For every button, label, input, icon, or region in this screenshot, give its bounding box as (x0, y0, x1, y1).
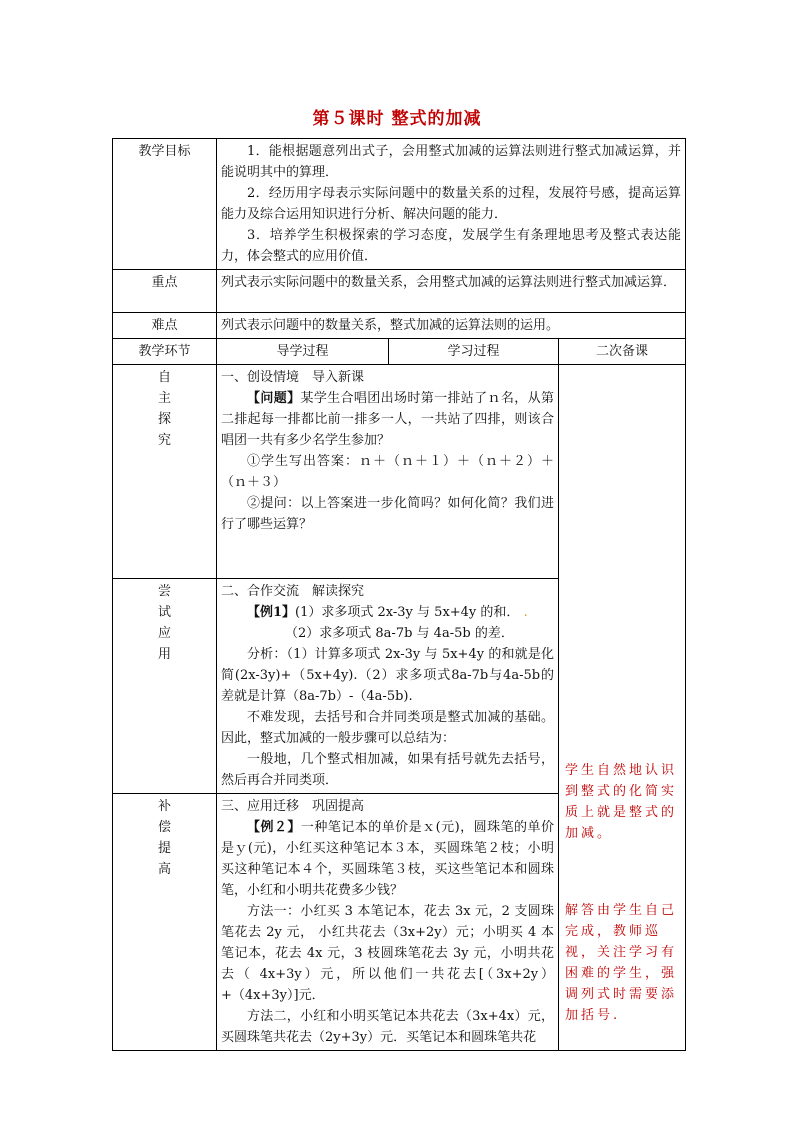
problem-tag: 【问题】 (247, 391, 301, 406)
goal-2: 2．经历用字母表示实际问题中的数量关系的过程，发展符号感，提高运算能力及综合运用知识进行分析、解决问题的能力． (221, 186, 682, 222)
example2-text: 【例２】一种笔记本的单价是ｘ(元)，圆珠笔的单价是ｙ(元)，小红买这种笔记本３本，买圆珠笔２枝；小明买这种笔记本４个，买圆珠笔３枝，买这些笔记本和圆珠笔，小红和小明共花费多少钱？ (221, 820, 554, 898)
header-learning: 学习过程 (389, 339, 559, 365)
header-row (113, 339, 686, 365)
step-1: ①学生写出答案：ｎ＋（ｎ＋１）＋（ｎ＋２）＋（ｎ＋３） (221, 454, 554, 490)
section2-heading: 二、合作交流 解读探究 (221, 584, 365, 599)
key-content: 列式表示实际问题中的数量关系，会用整式加减的运算法则进行整式加减运算． (217, 270, 686, 313)
section2-content (217, 579, 559, 794)
section1-content (217, 365, 559, 579)
key-label: 重点 (113, 270, 217, 313)
method-2: 方法二，小红和小明买笔记本共花去（3x+4x）元，买圆珠笔共花去（2y+3y）元．买笔记本和圆珠笔共花 (221, 1009, 554, 1045)
section3-content (217, 794, 559, 1051)
example1-tag: 【例1】 (247, 605, 296, 620)
notes-cell (559, 365, 686, 1051)
difficulty-row (113, 313, 686, 339)
section1-row (113, 365, 686, 579)
section2-label: 尝 试 应 用 (113, 579, 217, 794)
example1-q2: （2）求多项式 8a-7b 与 4a-5b 的差． (285, 626, 514, 641)
page-title: 第５课时 整式的加减 (312, 109, 482, 129)
difficulty-content: 列式表示问题中的数量关系，整式加减的运算法则的运用。 (217, 313, 686, 339)
goal-3: 3．培养学生积极探索的学习态度，发展学生有条理地思考及整式表达能力，体会整式的应用价值． (221, 228, 682, 264)
step-2: ②提问：以上答案进一步化简吗？如何化简？我们进行了哪些运算？ (221, 496, 554, 532)
section1-label: 自 主 探 究 (113, 365, 217, 579)
goals-label: 教学目标 (113, 139, 217, 270)
note-2: 解答由学生自己完成，教师巡视，关注学习有困难的学生，强调列式时需要添加括号. (565, 903, 678, 1023)
goals-row (113, 139, 686, 270)
goals-content (217, 139, 686, 270)
difficulty-label: 难点 (113, 313, 217, 339)
rule-text: 一般地，几个整式相加减，如果有括号就先去括号，然后再合并同类项． (221, 752, 554, 788)
goal-1: 1．能根据题意列出式子，会用整式加减的运算法则进行整式加减运算，并能说明其中的算理． (221, 144, 682, 180)
example2-tag: 【例２】 (247, 820, 301, 835)
note-text: 不难发现，去括号和合并同类项是整式加减的基础。因此，整式加减的一般步骤可以总结为： (221, 710, 554, 746)
header-guide: 导学过程 (217, 339, 389, 365)
key-row (113, 270, 686, 313)
note-1: 学生自然地认识到整式的化简实质上就是整式的加减。 (565, 763, 678, 841)
header-notes: 二次备课 (559, 339, 686, 365)
problem-text: 【问题】某学生合唱团出场时第一排站了ｎ名，从第二排起每一排都比前一排多一人，一共站了四排，则该合唱团一共有多少名学生参加？ (221, 391, 554, 448)
section3-heading: 三、应用迁移 巩固提高 (221, 799, 365, 814)
lesson-plan-table (112, 138, 686, 1051)
header-stage: 教学环节 (113, 339, 217, 365)
method-1: 方法一：小红买 3 本笔记本，花去 3x 元，2 支圆珠笔花去 2y 元， 小红共花去（3x+2y）元；小明买 4 本笔记本，花去 4x 元，3 枝圆珠笔花去 3y 元，小明共花去（ 4x+3y）元，所以他们一共花去[（3x+2y）+（4x+3y）]元． (221, 904, 554, 1003)
example1-q1: 【例1】(1）求多项式 2x-3y 与 5x+4y 的和． . (247, 605, 528, 620)
section3-label: 补 偿 提 高 (113, 794, 217, 1051)
analysis: 分析：（1）计算多项式 2x-3y 与 5x+4y 的和就是化简(2x-3y)+（5x+4y).（2）求多项式8a-7b与4a-5b的差就是计算（8a-7b）-（4a-5b). (221, 647, 554, 704)
section1-heading: 一、创设情境 导入新课 (221, 370, 365, 385)
